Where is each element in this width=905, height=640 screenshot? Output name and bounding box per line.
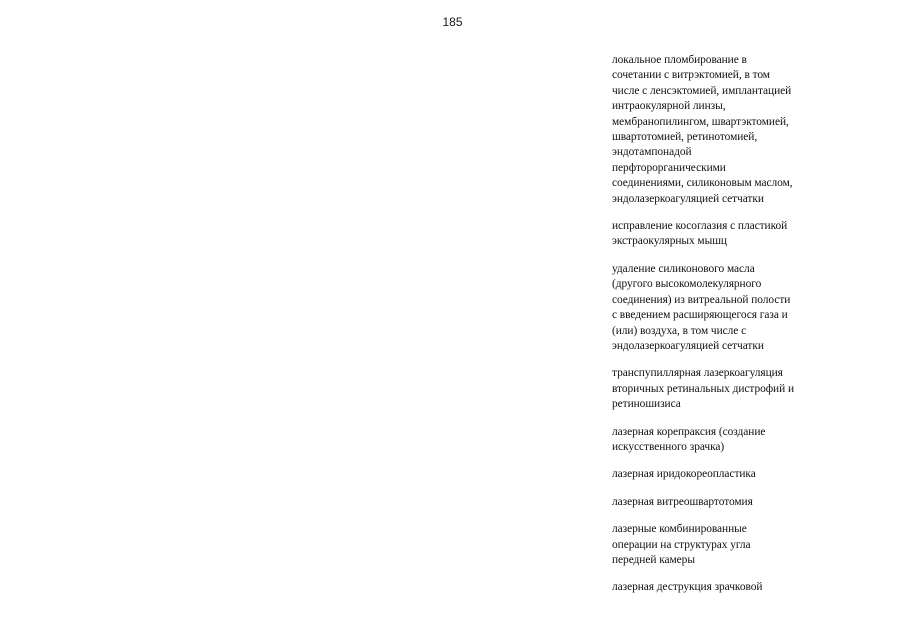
list-item: локальное пломбирование в сочетании с витрэктомией, в том числе с ленсэктомией, имплантацией интраокулярной линзы, мембранопилингом, швартэктомией, швартотомией, ретинотомией, эндотампонадой перфторорганическими соединениями, силиконовым маслом, эндолазеркоагуляцией сетчатки	[612, 54, 793, 205]
page-number: 185	[442, 15, 463, 29]
procedure-list	[612, 53, 812, 596]
list-item: лазерная деструкция зрачковой	[612, 581, 763, 594]
list-item: лазерная корепраксия (создание искусственного зрачка)	[612, 425, 766, 453]
list-item: лазерные комбинированные операции на структурах угла передней камеры	[612, 523, 751, 566]
list-item: исправление косоглазия с пластикой экстраокулярных мышц	[612, 220, 788, 248]
list-item: лазерная витреошвартотомия	[612, 495, 753, 508]
list-item: транспупиллярная лазеркоагуляция вторичных ретинальных дистрофий и ретиношизиса	[612, 367, 794, 411]
list-item: удаление силиконового масла (другого высокомолекулярного соединения) из витреальной полости с введением расширяющегося газа и (или) воздуха, в том числе с эндолазеркоагуляцией сетчатки	[612, 262, 791, 352]
list-item: лазерная иридокореопластика	[612, 468, 756, 481]
